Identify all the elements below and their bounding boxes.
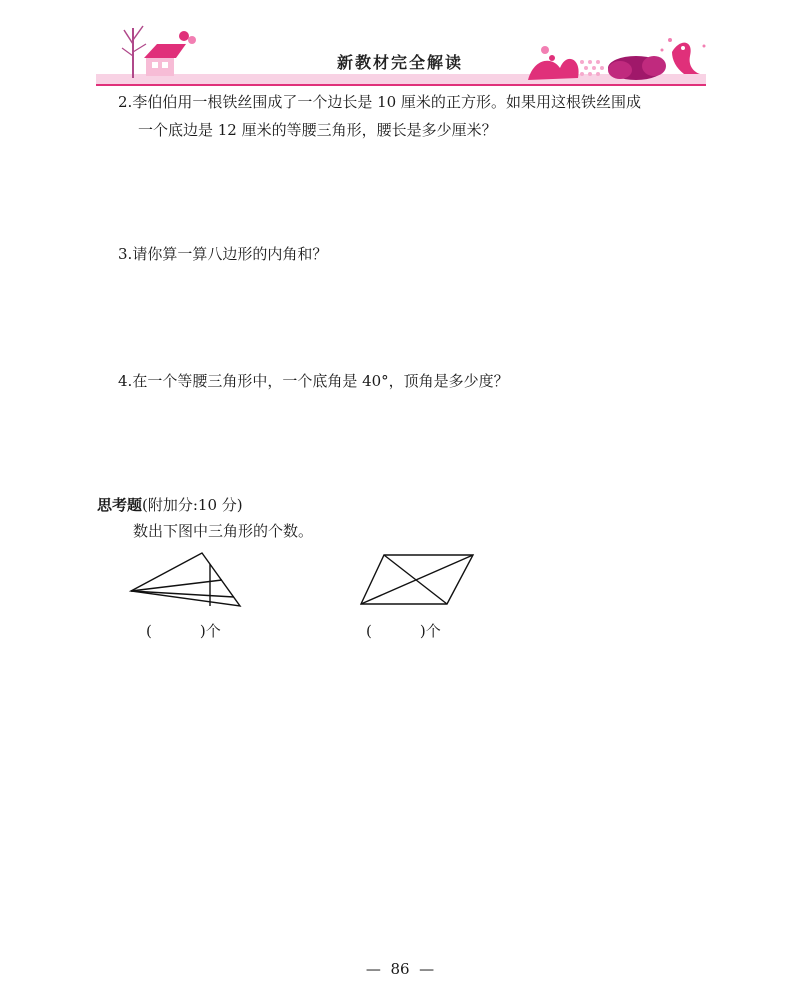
page-number [0,960,800,978]
diagonal-2 [361,555,473,604]
answer-open-paren: ( [366,622,372,640]
answer-close-unit: )个 [199,622,221,640]
question-3 [118,240,327,268]
parallelogram-figure [358,552,476,608]
butterfly-icon [179,31,196,44]
question-text: 李伯伯用一根铁丝围成了一个边长是 10 厘米的正方形。如果用这根铁丝围成 [132,93,641,111]
question-text-continued: 一个底边是 12 厘米的等腰三角形，腰长是多少厘米？ [138,121,497,139]
question-2 [118,88,641,144]
thinking-extra-points: (附加分:10 分) [142,496,243,514]
thinking-instruction: 数出下图中三角形的个数。 [133,522,314,540]
question-number: 4. [118,372,133,390]
page-dash-left: — [365,960,381,978]
page-header [0,0,800,90]
page-number-value: 86 [390,960,410,978]
inner-line-upper [131,580,222,591]
header-decoration [0,0,800,90]
triangle-figure [128,550,244,610]
question-text: 请你算一算八边形的内角和？ [132,245,328,263]
inner-line-lower [131,591,234,597]
header-band-line [96,84,706,86]
question-text: 在一个等腰三角形中，一个底角是 40°，顶角是多少度？ [132,372,509,390]
page-dash-right: — [419,960,435,978]
outer-triangle [131,553,240,606]
thinking-title-text: 思考题 [97,496,143,514]
answer-close-unit: )个 [419,622,441,640]
answer-open-paren: ( [146,622,152,640]
question-number: 2. [118,93,133,111]
question-4 [118,367,509,395]
answer-blank-1[interactable] [146,620,221,641]
answer-blank-2[interactable] [366,620,441,641]
question-number: 3. [118,245,133,263]
thinking-title [97,494,243,515]
header-title: 新教材完全解读 [336,53,463,72]
